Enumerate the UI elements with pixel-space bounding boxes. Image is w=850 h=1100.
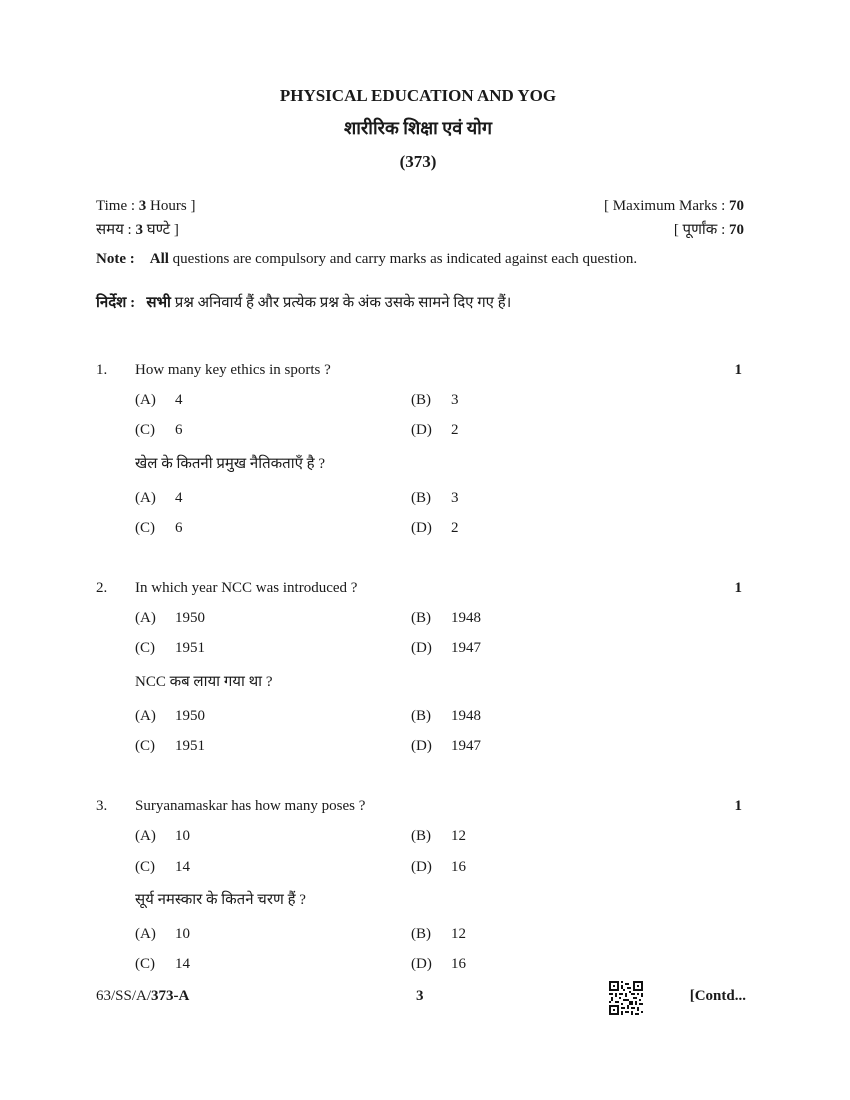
option-value: 14 xyxy=(175,859,190,875)
option-value: 2 xyxy=(451,422,459,438)
option-label: (B) xyxy=(411,610,431,626)
note-english xyxy=(96,251,637,268)
note-label: Note : xyxy=(96,251,135,267)
option-label: (B) xyxy=(411,926,431,942)
option-value: 6 xyxy=(175,422,183,438)
option-label: (A) xyxy=(135,828,156,844)
option-d-hindi xyxy=(411,520,459,537)
note-emphasis: All xyxy=(149,251,169,267)
option-a xyxy=(135,828,190,845)
option-b-hindi xyxy=(411,490,459,507)
question-text-hindi: खेल के कितनी प्रमुख नैतिकताएँ है ? xyxy=(135,456,326,472)
time-english xyxy=(96,198,195,215)
option-value: 1948 xyxy=(451,708,481,724)
note-hindi xyxy=(96,292,511,312)
question-text-hindi: NCC कब लाया गया था ? xyxy=(135,674,273,690)
qr-code-icon xyxy=(609,981,643,1015)
paper-title-english: PHYSICAL EDUCATION AND YOG xyxy=(279,86,557,105)
paper-code-footer xyxy=(96,988,189,1005)
option-label: (C) xyxy=(135,956,155,972)
option-label: (B) xyxy=(411,490,431,506)
option-c xyxy=(135,859,190,876)
max-marks-value: 70 xyxy=(729,198,744,214)
max-marks-label-hindi: [ पूर्णांक : xyxy=(673,222,729,238)
option-label: (C) xyxy=(135,422,155,438)
option-label: (D) xyxy=(411,520,432,536)
option-label: (D) xyxy=(411,640,432,656)
time-unit: Hours ] xyxy=(146,198,196,214)
paper-title-hindi: शारीरिक शिक्षा एवं योग xyxy=(344,118,492,138)
option-label: (A) xyxy=(135,926,156,942)
max-marks-label: [ Maximum Marks : xyxy=(604,198,729,214)
option-value: 2 xyxy=(451,520,459,536)
option-c xyxy=(135,640,205,657)
option-a-hindi xyxy=(135,708,205,725)
option-a xyxy=(135,392,183,409)
max-marks-value-hindi: 70 xyxy=(729,222,744,238)
option-label: (A) xyxy=(135,610,156,626)
option-label: (B) xyxy=(411,392,431,408)
option-value: 1947 xyxy=(451,640,481,656)
option-a-hindi xyxy=(135,926,190,943)
question-number: 2. xyxy=(96,580,108,596)
time-unit-hindi: घण्टे ] xyxy=(142,222,179,238)
option-value: 3 xyxy=(451,392,459,408)
option-value: 1950 xyxy=(175,708,205,724)
option-value: 10 xyxy=(175,926,190,942)
option-label: (D) xyxy=(411,422,432,438)
option-label: (C) xyxy=(135,859,155,875)
option-a-hindi xyxy=(135,490,183,507)
option-b xyxy=(411,828,466,845)
option-value: 1948 xyxy=(451,610,481,626)
option-value: 1950 xyxy=(175,610,205,626)
max-marks-english xyxy=(604,198,744,215)
option-value: 1947 xyxy=(451,738,481,754)
max-marks-hindi xyxy=(674,219,744,239)
question-text-english: How many key ethics in sports ? xyxy=(135,362,331,378)
time-label-hindi: समय : xyxy=(96,222,136,238)
option-value: 14 xyxy=(175,956,190,972)
time-hindi xyxy=(96,219,179,239)
code-suffix: 373-A xyxy=(151,988,190,1004)
note-emphasis-hindi: सभी xyxy=(146,295,171,311)
option-label: (A) xyxy=(135,490,156,506)
option-label: (A) xyxy=(135,708,156,724)
option-value: 16 xyxy=(451,956,466,972)
note-text: questions are compulsory and carry marks as indicated against each question. xyxy=(168,251,638,267)
time-value-hindi: 3 xyxy=(135,222,143,238)
option-d xyxy=(411,640,481,657)
option-value: 4 xyxy=(175,392,183,408)
time-label: Time : xyxy=(96,198,139,214)
code-prefix: 63/SS/A/ xyxy=(96,988,152,1004)
option-c-hindi xyxy=(135,956,190,973)
option-value: 12 xyxy=(451,828,466,844)
option-b xyxy=(411,392,459,409)
option-value: 10 xyxy=(175,828,190,844)
option-d xyxy=(411,422,459,439)
option-label: (B) xyxy=(411,828,431,844)
option-c-hindi xyxy=(135,738,205,755)
question-marks: 1 xyxy=(734,580,742,596)
option-label: (D) xyxy=(411,738,432,754)
option-label: (C) xyxy=(135,520,155,536)
option-b-hindi xyxy=(411,926,466,943)
question-text-english: Suryanamaskar has how many poses ? xyxy=(135,798,366,814)
option-value: 1951 xyxy=(175,738,205,754)
option-b-hindi xyxy=(411,708,481,725)
question-number: 1. xyxy=(96,362,108,378)
option-label: (D) xyxy=(411,859,432,875)
option-value: 16 xyxy=(451,859,466,875)
option-label: (C) xyxy=(135,738,155,754)
question-marks: 1 xyxy=(734,362,742,378)
option-label: (C) xyxy=(135,640,155,656)
option-label: (B) xyxy=(411,708,431,724)
paper-code: (373) xyxy=(399,152,437,171)
time-value: 3 xyxy=(138,198,147,214)
question-marks: 1 xyxy=(734,798,742,814)
option-value: 6 xyxy=(175,520,183,536)
question-number: 3. xyxy=(96,798,108,814)
question-text-hindi: सूर्य नमस्कार के कितने चरण हैं ? xyxy=(135,892,306,908)
page-number: 3 xyxy=(416,988,424,1004)
continued-label: [Contd... xyxy=(689,988,746,1004)
option-a xyxy=(135,610,205,627)
option-value: 12 xyxy=(451,926,466,942)
option-c xyxy=(135,422,183,439)
note-label-hindi: निर्देश : xyxy=(96,295,136,311)
option-label: (A) xyxy=(135,392,156,408)
option-value: 1951 xyxy=(175,640,205,656)
option-value: 4 xyxy=(175,490,183,506)
option-b xyxy=(411,610,481,627)
question-text-english: In which year NCC was introduced ? xyxy=(135,580,358,596)
option-value: 3 xyxy=(451,490,459,506)
note-text-hindi: प्रश्न अनिवार्य हैं और प्रत्येक प्रश्न के अंक उसके सामने दिए गए हैं। xyxy=(170,295,512,311)
option-d-hindi xyxy=(411,956,466,973)
option-d xyxy=(411,859,466,876)
option-c-hindi xyxy=(135,520,183,537)
option-label: (D) xyxy=(411,956,432,972)
option-d-hindi xyxy=(411,738,481,755)
